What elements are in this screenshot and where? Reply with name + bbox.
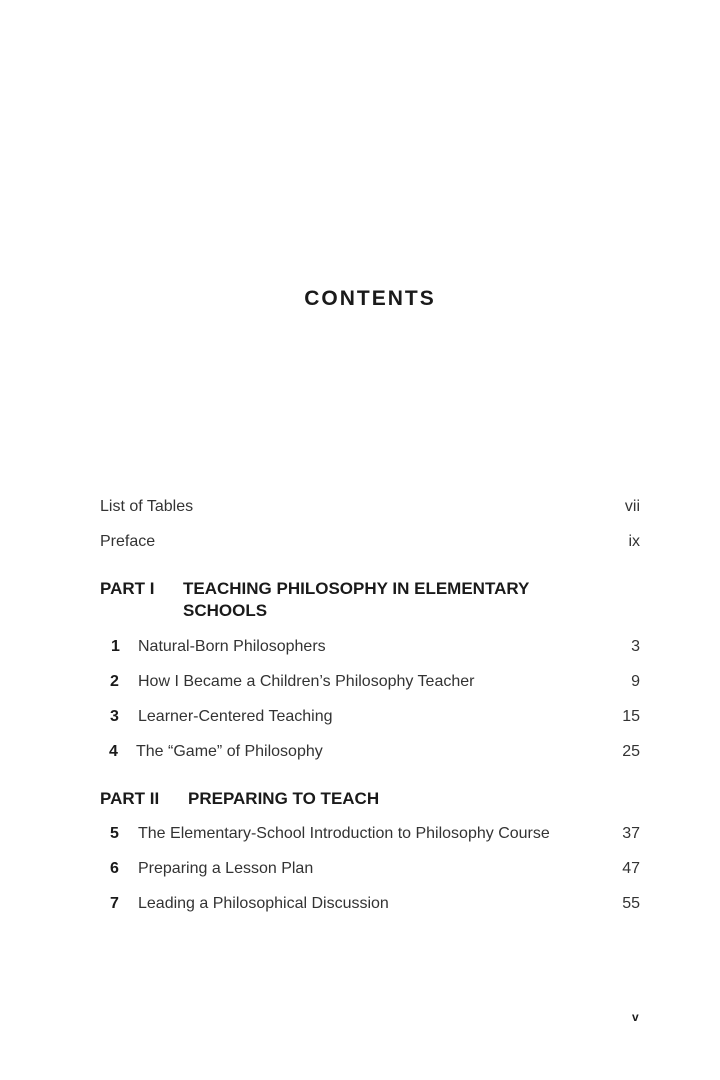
toc-chapter-entry[interactable] bbox=[100, 670, 640, 694]
entry-title: List of Tables bbox=[100, 498, 194, 515]
chapter-number: 1 bbox=[111, 638, 120, 655]
toc-entry-preface[interactable] bbox=[100, 530, 640, 554]
toc-chapter-entry[interactable] bbox=[100, 740, 640, 764]
chapter-number: 5 bbox=[110, 825, 119, 842]
chapter-number: 2 bbox=[110, 673, 119, 690]
entry-page-number: 3 bbox=[631, 638, 640, 655]
toc-chapter-entry[interactable] bbox=[100, 857, 640, 881]
chapter-number: 4 bbox=[109, 743, 118, 760]
entry-page-number: 55 bbox=[622, 895, 640, 912]
part-heading-2 bbox=[100, 788, 640, 810]
entry-page-number: 9 bbox=[631, 673, 640, 690]
chapter-title: The Elementary-School Introduction to Philosophy Course bbox=[138, 825, 550, 842]
page-title: CONTENTS bbox=[304, 287, 436, 310]
chapter-number: 3 bbox=[110, 708, 119, 725]
part-label: PART I bbox=[100, 579, 155, 598]
toc-chapter-entry[interactable] bbox=[100, 635, 640, 659]
part-title: TEACHING PHILOSOPHY IN ELEMENTARY SCHOOLS bbox=[183, 579, 530, 620]
part-heading-1 bbox=[100, 578, 640, 624]
entry-title: Preface bbox=[100, 533, 156, 550]
chapter-number: 6 bbox=[110, 860, 119, 877]
chapter-title: How I Became a Children’s Philosophy Teacher bbox=[138, 673, 475, 690]
toc-chapter-entry[interactable] bbox=[100, 892, 640, 916]
chapter-title: Leading a Philosophical Discussion bbox=[138, 895, 389, 912]
entry-page-number: ix bbox=[628, 533, 640, 550]
chapter-title: Preparing a Lesson Plan bbox=[138, 860, 314, 877]
entry-page-number: 15 bbox=[622, 708, 640, 725]
entry-page-number: 47 bbox=[622, 860, 640, 877]
chapter-number: 7 bbox=[110, 895, 119, 912]
chapter-title: Learner-Centered Teaching bbox=[138, 708, 333, 725]
chapter-title: The “Game” of Philosophy bbox=[136, 743, 323, 760]
part-label: PART II bbox=[100, 789, 160, 808]
entry-page-number: vii bbox=[624, 498, 640, 515]
toc-chapter-entry[interactable] bbox=[100, 705, 640, 729]
toc-entry-list-of-tables[interactable] bbox=[100, 495, 640, 519]
part-title: PREPARING TO TEACH bbox=[188, 789, 380, 808]
entry-page-number: 25 bbox=[622, 743, 640, 760]
page-folio: v bbox=[632, 1010, 639, 1024]
chapter-title: Natural-Born Philosophers bbox=[138, 638, 326, 655]
entry-page-number: 37 bbox=[622, 825, 640, 842]
toc-chapter-entry[interactable] bbox=[100, 822, 640, 846]
